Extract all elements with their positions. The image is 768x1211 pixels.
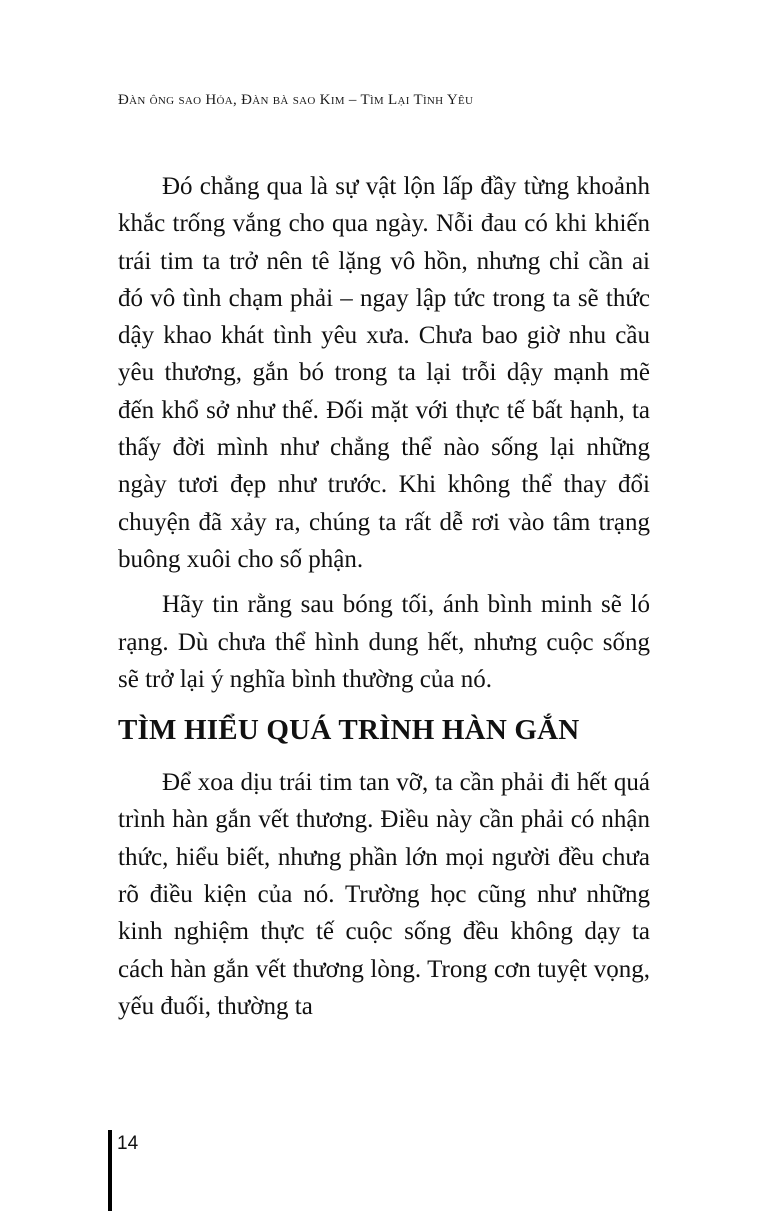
body-paragraph: Hãy tin rằng sau bóng tối, ánh bình minh sẽ ló rạng. Dù chưa thể hình dung hết, nhưng cuộc sống sẽ trở lại ý nghĩa bình thường của nó. — [118, 591, 650, 693]
section-heading: TÌM HIỂU QUÁ TRÌNH HÀN GẮN — [118, 714, 580, 747]
folio-rule — [108, 1130, 112, 1211]
page-body — [118, 168, 650, 1033]
body-paragraph: Để xoa dịu trái tim tan vỡ, ta cần phải đi hết quá trình hàn gắn vết thương. Điều này cần phải có nhận thức, hiểu biết, nhưng phần lớn mọi người đều chưa rõ điều kiện của nó. Trường học cũng như những kinh nghiệm thực tế cuộc sống đều không dạy ta cách hàn gắn vết thương lòng. Trong cơn tuyệt vọng, yếu đuối, thường ta — [118, 769, 650, 1020]
page-number: 14 — [117, 1133, 139, 1154]
running-header: Đàn ông sao Hỏa, Đàn bà sao Kim – Tìm Lại Tình Yêu — [118, 92, 474, 108]
body-paragraph: Đó chẳng qua là sự vật lộn lấp đầy từng khoảnh khắc trống vắng cho qua ngày. Nỗi đau có khi khiến trái tim ta trở nên tê lặng vô hồn, nhưng chỉ cần ai đó vô tình chạm phải – ngay lập tức trong ta sẽ thức dậy khao khát tình yêu xưa. Chưa bao giờ nhu cầu yêu thương, gắn bó trong ta lại trỗi dậy mạnh mẽ đến khổ sở như thế. Đối mặt với thực tế bất hạnh, ta thấy đời mình như chẳng thể nào sống lại những ngày tươi đẹp như trước. Khi không thể thay đổi chuyện đã xảy ra, chúng ta rất dễ rơi vào tâm trạng buông xuôi cho số phận. — [118, 173, 650, 573]
